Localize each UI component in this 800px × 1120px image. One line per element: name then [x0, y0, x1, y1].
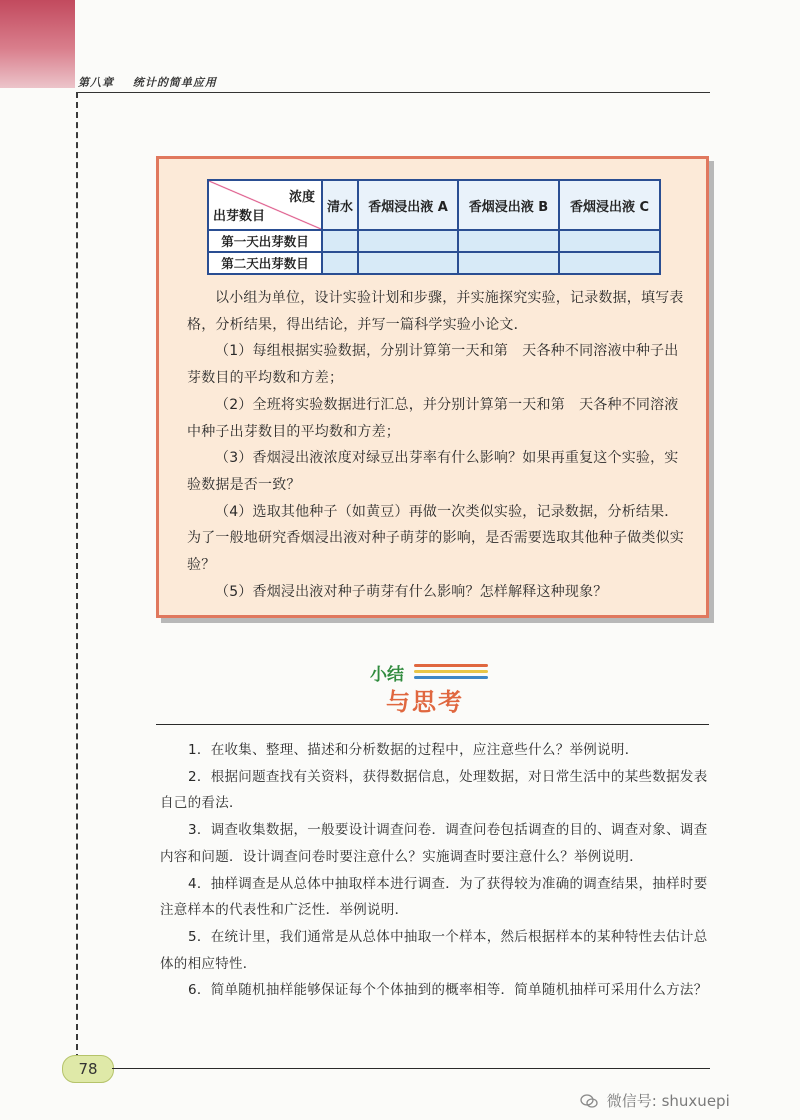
table-cell [458, 252, 559, 274]
bottom-divider [112, 1068, 710, 1069]
diagonal-header-cell [208, 180, 322, 230]
question-item: 2．根据问题查找有关资料，获得数据信息，处理数据，对日常生活中的某些数据发表自己的看法． [160, 768, 708, 812]
summary-divider [156, 724, 709, 725]
row-label: 第一天出芽数目 [208, 230, 322, 252]
activity-paragraph: 以小组为单位，设计实验计划和步骤，并实施探究实验，记录数据，填写表格，分析结果，得出结论，并写一篇科学实验小论文． [187, 290, 684, 333]
row-label: 第二天出芽数目 [208, 252, 322, 274]
activity-paragraph: （4）选取其他种子（如黄豆）再做一次类似实验，记录数据，分析结果．为了一般地研究香烟浸出液对种子萌芽的影响，是否需要选取其他种子做类似实验？ [187, 503, 684, 574]
table-cell [358, 230, 458, 252]
activity-text [187, 285, 687, 605]
table-row [208, 230, 660, 252]
logo-bars-icon [414, 664, 488, 682]
column-header: 香烟浸出液 B [458, 180, 559, 230]
question-item: 5．在统计里，我们通常是从总体中抽取一个样本，然后根据样本的某种特性去估计总体的相应特性． [160, 928, 708, 972]
wechat-icon [580, 1094, 598, 1108]
column-header: 香烟浸出液 C [559, 180, 660, 230]
table-cell [322, 230, 358, 252]
activity-paragraph: （5）香烟浸出液对种子萌芽有什么影响？怎样解释这种现象？ [215, 583, 608, 600]
question-item: 4．抽样调查是从总体中抽取样本进行调查．为了获得较为准确的调查结果，抽样时要注意样本的代表性和广泛性．举例说明． [160, 875, 708, 919]
watermark-text: 微信号: shuxuepi [606, 1092, 730, 1110]
activity-paragraph: （1）每组根据实验数据，分别计算第一天和第 天各种不同溶液中种子出芽数目的平均数和方差； [187, 343, 679, 387]
corner-tab [0, 0, 75, 88]
page-number: 78 [62, 1055, 114, 1083]
column-header: 清水 [322, 180, 358, 230]
summary-title-line2: 与思考 [386, 688, 464, 716]
activity-box [156, 156, 709, 618]
margin-dash-line [76, 92, 78, 1060]
question-item: 6．简单随机抽样能够保证每个个体抽到的概率相等．简单随机抽样可采用什么方法？ [188, 982, 708, 999]
summary-logo [370, 660, 500, 716]
chapter-title: 统计的简单应用 [132, 76, 217, 89]
chapter-number: 第八章 [78, 76, 114, 89]
summary-title-line1: 小结 [370, 665, 404, 685]
logo-bar [414, 676, 488, 679]
seed-data-table [207, 179, 661, 275]
table-header-row [208, 180, 660, 230]
table-cell [358, 252, 458, 274]
activity-paragraph: （3）香烟浸出液浓度对绿豆出芽率有什么影响？如果再重复这个实验，实验数据是否一致？ [187, 450, 679, 493]
summary-questions [160, 737, 713, 1004]
question-item: 3．调查收集数据，一般要设计调查问卷．调查问卷包括调查的目的、调查对象、调查内容和问题．设计调查问卷时要注意什么？实施调查时要注意什么？举例说明． [160, 822, 708, 865]
table-cell [322, 252, 358, 274]
chapter-header [78, 76, 710, 93]
question-item: 1．在收集、整理、描述和分析数据的过程中，应注意些什么？举例说明． [188, 742, 639, 758]
table-cell [458, 230, 559, 252]
logo-bar [414, 670, 488, 673]
logo-bar [414, 664, 488, 667]
table-row [208, 252, 660, 274]
column-header: 香烟浸出液 A [358, 180, 458, 230]
diag-bottom-label: 出芽数目 [213, 209, 266, 224]
diag-top-label: 浓度 [288, 190, 315, 205]
table-cell [559, 230, 660, 252]
table-cell [559, 252, 660, 274]
activity-paragraph: （2）全班将实验数据进行汇总，并分别计算第一天和第 天各种不同溶液中种子出芽数目的平均数和方差； [187, 396, 679, 440]
watermark [580, 1090, 730, 1111]
